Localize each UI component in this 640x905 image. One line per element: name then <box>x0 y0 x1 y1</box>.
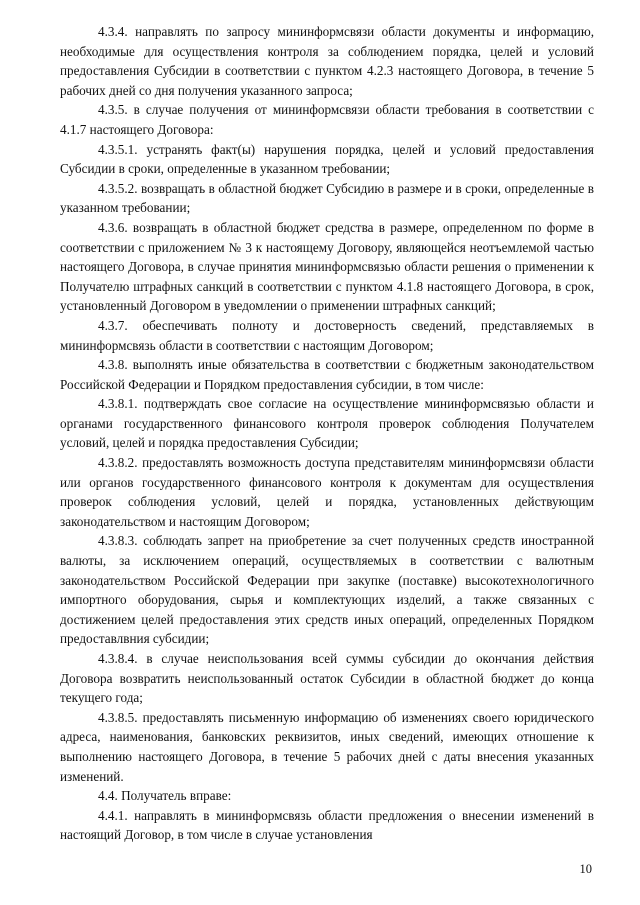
clause-4-3-5-1: 4.3.5.1. устранять факт(ы) нарушения порядка, целей и условий предоставления Субсидии в сроки, определенные в указанном требовании; <box>60 141 594 177</box>
document-body <box>60 22 594 845</box>
page-number: 10 <box>579 862 592 876</box>
clause-4-3-4: 4.3.4. направлять по запросу мининформсвязи области документы и информацию, необходимые для осуществления контроля за соблюдением порядка, целей и условий предоставления Субсидии в соответствии с пунктом 4.2.3 настоящего Договора, в течение 5 рабочих дней со дня получения указанного запроса; <box>60 24 594 98</box>
clause-4-4: 4.4. Получатель вправе: <box>98 788 232 804</box>
clause-4-3-5-2: 4.3.5.2. возвращать в областной бюджет Субсидию в размере и в сроки, определенные в указанном требовании; <box>60 180 594 216</box>
clause-4-3-6: 4.3.6. возвращать в областной бюджет средства в размере, определенном по форме в соответствии с приложением № 3 к настоящему Договору, являющейся неотъемлемой частью настоящего Договора, в случае принятия мининформсвязью области решения о применении к Получателю штрафных санкций в соответствии с пунктом 4.1.8 настоящего Договора, в срок, установленный Договором в уведомлении о применении штрафных санкций; <box>60 219 594 314</box>
clause-4-3-7: 4.3.7. обеспечивать полноту и достоверность сведений, представляемых в мининформсвязь области в соответствии с настоящим Договором; <box>60 317 594 353</box>
clause-4-3-8-1: 4.3.8.1. подтверждать свое согласие на осуществление мининформсвязью области и органами государственного финансового контроля проверок соблюдения Получателем условий, целей и порядка предоставления Субсидии; <box>60 396 594 451</box>
clause-4-3-8-2: 4.3.8.2. предоставлять возможность доступа представителям мининформсвязи области или органов государственного финансового контроля к документам для осуществления проверок соблюдения условий, целей и порядка, установленных действующим законодательством и настоящим Договором; <box>60 455 594 529</box>
clause-4-3-8-4: 4.3.8.4. в случае неиспользования всей суммы субсидии до окончания действия Договора возвратить неиспользованный остаток Субсидии в областной бюджет до конца текущего года; <box>60 651 594 706</box>
clause-4-3-5: 4.3.5. в случае получения от мининформсвязи области требования в соответствии с 4.1.7 настоящего Договора: <box>60 102 594 137</box>
clause-4-3-8-5: 4.3.8.5. предоставлять письменную информацию об изменениях своего юридического адреса, наименования, банковских реквизитов, иных сведений, имеющих отношение к выполнению настоящего Договора, в течение 5 рабочих дней с даты внесения указанных изменений. <box>60 709 594 784</box>
clause-4-3-8: 4.3.8. выполнять иные обязательства в соответствии с бюджетным законодательством Российской Федерации и Порядком предоставления субсидии, в том числе: <box>60 357 594 392</box>
clause-4-4-1: 4.4.1. направлять в мининформсвязь области предложения о внесении изменений в настоящий Договор, в том числе в случае установления <box>60 807 594 843</box>
clause-4-3-8-3: 4.3.8.3. соблюдать запрет на приобретение за счет полученных средств иностранной валюты, за исключением операций, осуществляемых в соответствии с валютным законодательством Российской Федерации при закупке (поставке) высокотехнологичного импортного оборудования, сырья и комплектующих изделий, а также связанных с достижением целей предоставления этих средств иных операций, определенных Порядком предоставлвния субсидии; <box>60 533 594 647</box>
